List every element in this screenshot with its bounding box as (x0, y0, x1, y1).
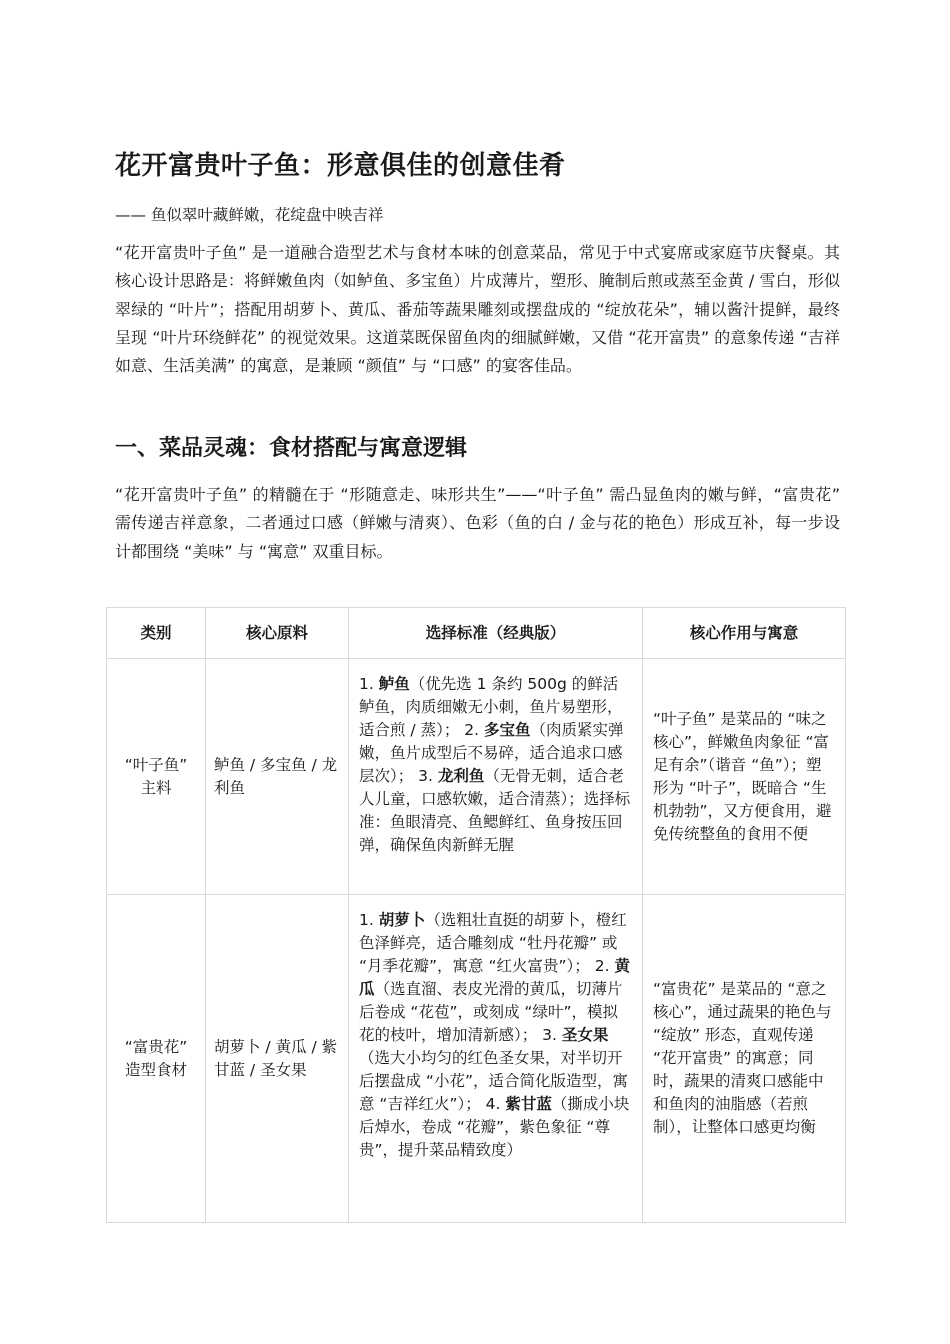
ingredients-table (106, 607, 846, 1223)
cell-role: “叶子鱼” 是菜品的 “味之核心”，鲜嫩鱼肉象征 “富足有余”（谐音 “鱼”）；塑形为 “叶子”，既暗合 “生机勃勃”，又方便食用，避免传统整鱼的食用不便 (643, 659, 846, 895)
header-selection: 选择标准（经典版） (349, 608, 643, 659)
cell-selection: 1. 胡萝卜（选粗壮直挺的胡萝卜，橙红色泽鲜亮，适合雕刻成 “牡丹花瓣” 或 “月季花瓣”，寓意 “红火富贵”）； 2. 黄瓜（选直溜、表皮光滑的黄瓜，切薄片后卷成 “花苞”，或刻成 “绿叶”，模拟花的枝叶，增加清新感）； 3. 圣女果（选大小均匀的红色圣女果，对半切开后摆盘成 “小花”，适合简化版造型，寓意 “吉祥红火”）； 4. 紫甘蓝（撕成小块后焯水，卷成 “花瓣”，紫色象征 “尊贵”，提升菜品精致度） (349, 895, 643, 1223)
cell-materials: 胡萝卜 / 黄瓜 / 紫甘蓝 / 圣女果 (206, 895, 349, 1223)
section-body: “花开富贵叶子鱼” 的精髓在于 “形随意走、味形共生”——“叶子鱼” 需凸显鱼肉的嫩与鲜，“富贵花” 需传递吉祥意象，二者通过口感（鲜嫩与清爽）、色彩（鱼的白 / 金与花的艳色）形成互补，每一步设计都围绕 “美味” 与 “寓意” 双重目标。 (115, 485, 840, 561)
table-row (107, 895, 846, 1223)
cell-selection: 1. 鲈鱼（优先选 1 条约 500g 的鲜活鲈鱼，肉质细嫩无小刺，鱼片易塑形，适合煎 / 蒸）； 2. 多宝鱼（肉质紧实弹嫩，鱼片成型后不易碎，适合追求口感层次）； 3. 龙利鱼（无骨无刺，适合老人儿童，口感软嫩，适合清蒸）；选择标准：鱼眼清亮、鱼鳃鲜红、鱼身按压回弹，确保鱼肉新鲜无腥 (349, 659, 643, 895)
subtitle: —— 鱼似翠叶藏鲜嫩，花绽盘中映吉祥 (115, 206, 384, 224)
page-title: 花开富贵叶子鱼：形意俱佳的创意佳肴 (115, 151, 566, 181)
cell-materials: 鲈鱼 / 多宝鱼 / 龙利鱼 (206, 659, 349, 895)
header-category: 类别 (107, 608, 206, 659)
cell-category: “富贵花” 造型食材 (107, 895, 206, 1223)
cell-role: “富贵花” 是菜品的 “意之核心”，通过蔬果的艳色与 “绽放” 形态，直观传递 “花开富贵” 的寓意；同时，蔬果的清爽口感能中和鱼肉的油脂感（若煎制），让整体口感更均衡 (643, 895, 846, 1223)
header-materials: 核心原料 (206, 608, 349, 659)
table-header-row (107, 608, 846, 659)
table-row (107, 659, 846, 895)
cell-category: “叶子鱼” 主料 (107, 659, 206, 895)
section-heading: 一、菜品灵魂：食材搭配与寓意逻辑 (115, 436, 468, 461)
header-role: 核心作用与寓意 (643, 608, 846, 659)
intro-paragraph: “花开富贵叶子鱼” 是一道融合造型艺术与食材本味的创意菜品，常见于中式宴席或家庭节庆餐桌。其核心设计思路是：将鲜嫩鱼肉（如鲈鱼、多宝鱼）片成薄片，塑形、腌制后煎或蒸至金黄 / 雪白，形似翠绿的 “叶片”；搭配用胡萝卜、黄瓜、番茄等蔬果雕刻或摆盘成的 “绽放花朵”，辅以酱汁提鲜，最终呈现 “叶片环绕鲜花” 的视觉效果。这道菜既保留鱼肉的细腻鲜嫩，又借 “花开富贵” 的意象传递 “吉祥如意、生活美满” 的寓意，是兼顾 “颜值” 与 “口感” 的宴客佳品。 (115, 243, 840, 376)
